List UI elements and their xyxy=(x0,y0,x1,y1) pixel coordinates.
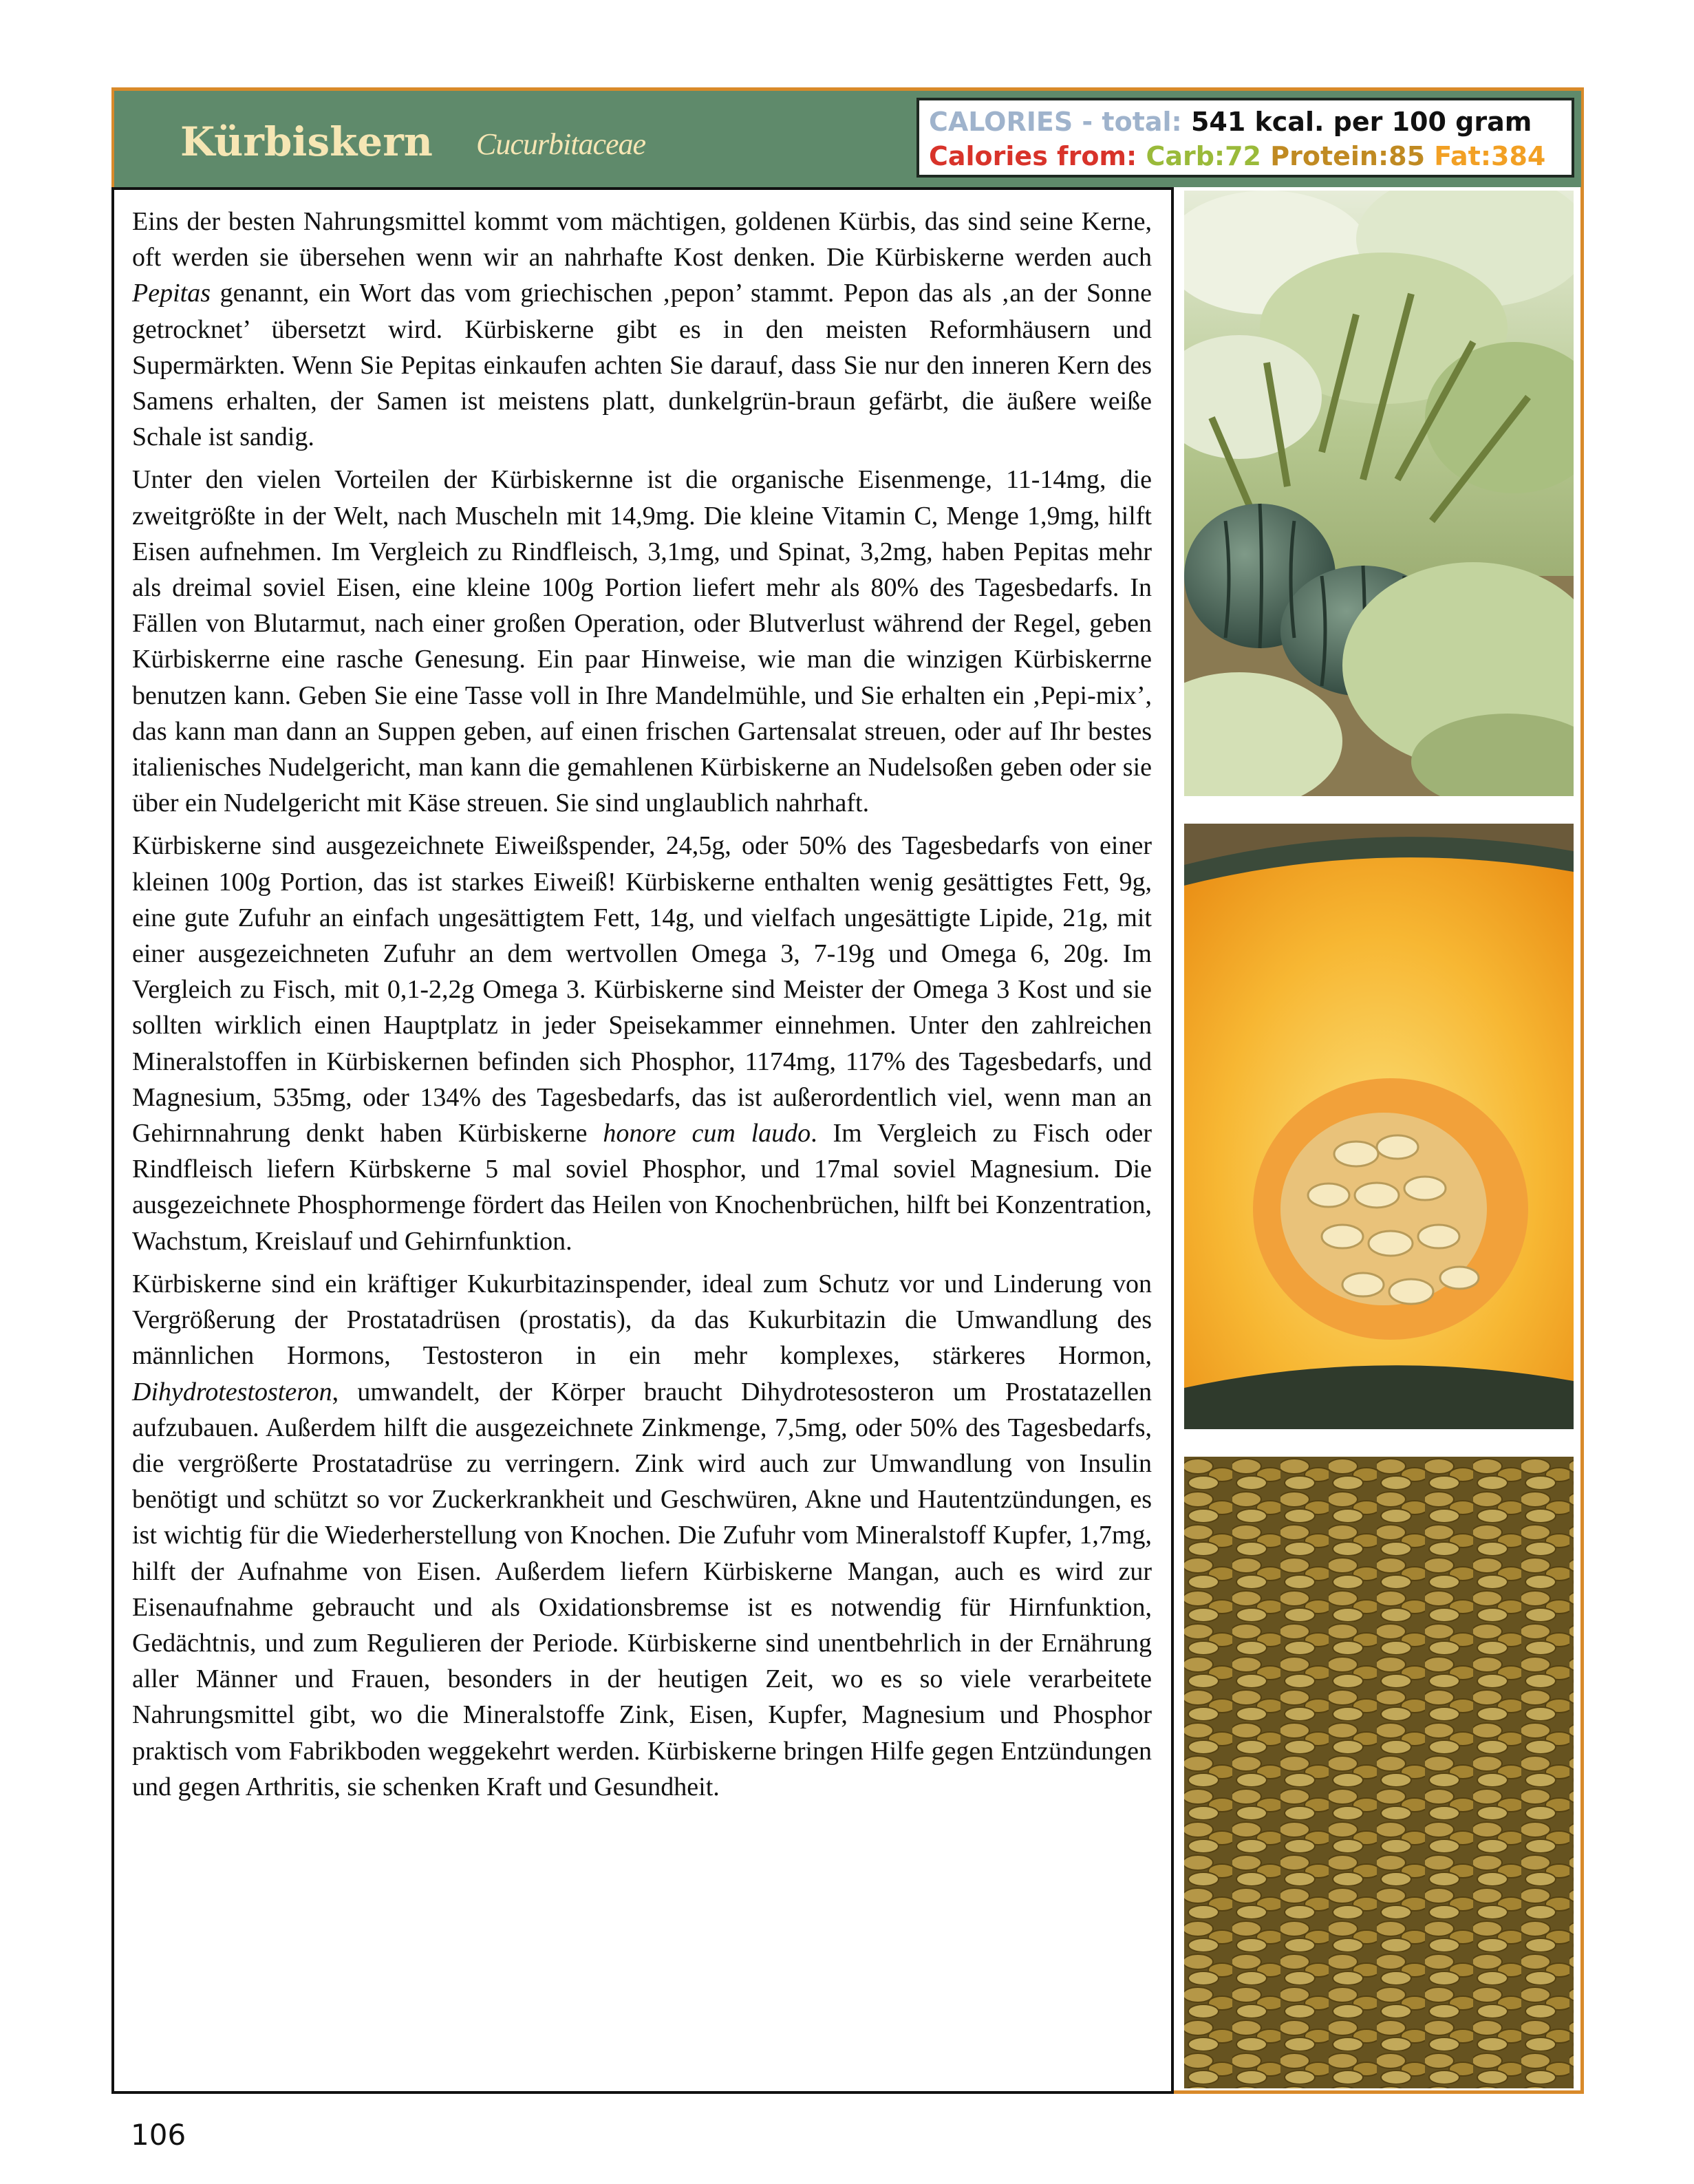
paragraph: Eins der besten Nahrungsmittel kommt vom mächtigen, goldenen Kürbis, das sind seine Kerne, oft werden sie übersehen wenn wir an nahrhafte Kost denken. Die Kürbiskerne werden auch Pepitas genannt, ein Wort das vom griechischen ‚pepon’ stammt. Pepon das als ‚an der Sonne getrocknet’ übersetzt wird. Kürbiskerne gibt es in den meisten Reformhäusern und Supermärkten. Wenn Sie Pepitas einkaufen achten Sie darauf, dass Sie nur den inneren Kern des Samens erhalten, der Samen ist meistens platt, dunkelgrün-braun gefärbt, die äußere weiße Schale ist sandig. xyxy=(132,207,1152,452)
paragraph: Kürbiskerne sind ausgezeichnete Eiweißspender, 24,5g, oder 50% des Tagesbedarfs von einer kleinen 100g Portion, das ist starkes Eiweiß! Kürbiskerne enthalten wenig gesättigtes Fett, 9g, eine gute Zufuhr an einfach ungesättigtem Fett, 14g, und vielfach ungesättigte Lipide, 21g, mit einer ausgezeichneten Zufuhr an dem wertvollen Omega 3, 7-19g und Omega 6, 20g. Im Vergleich zu Fisch, mit 0,1-2,2g Omega 3. Kürbiskerne sind Meister der Omega 3 Kost und sie sollten wirklich einen Hauptplatz in jeder Speisekammer einnehmen. Unter den zahlreichen Mineralstoffen in Kürbiskernen befinden sich Phosphor, 1174mg, 117% des Tagesbedarfs, und Magnesium, 535mg, oder 134% des Tagesbedarfs, das ist außerordentlich viel, wenn man an Gehirnnahrung denkt haben Kürbiskerne honore cum laudo. Im Vergleich zu Fisch oder Rindfleisch liefern Kürbskerne 5 mal soviel Phosphor, und 17mal soviel Magnesium. Die ausgezeichnete Phosphormenge fördert das Heilen von Knochenbrüchen, hilft bei Konzentration, Wachstum, Kreislauf und Gehirnfunktion. xyxy=(132,831,1152,1256)
calories-fat: Fat:384 xyxy=(1434,141,1546,171)
pumpkin-plant-photo xyxy=(1184,191,1574,796)
pumpkin-seeds-photo xyxy=(1184,1457,1574,2088)
article-body xyxy=(132,204,1152,1812)
paragraph: Unter den vielen Vorteilen der Kürbiskernne ist die organische Eisenmenge, 11-14mg, die zweitgrößte in der Welt, nach Muscheln mit 14,9mg. Die kleine Vitamin C, Menge 1,9mg, hilft Eisen aufnehmen. Im Vergleich zu Rindfleisch, 3,1mg, und Spinat, 3,2mg, haben Pepitas mehr als dreimal soviel Eisen, eine kleine 100g Portion liefert mehr als 80% des Tagesbedarfs. In Fällen von Blutarmut, nach einer großen Operation, oder Blutverlust während der Regel, geben Kürbiskerrne eine rasche Genesung. Ein paar Hinweise, wie man die winzigen Kürbiskerrne benutzen kann. Geben Sie eine Tasse voll in Ihre Mandelmühle, und Sie erhalten ein ‚Pepi-mix’, das kann man dann an Suppen geben, auf einen frischen Gartensalat streuen, oder auf Ihr bestes italienisches Nudelgericht, man kann die gemahlenen Kürbiskerne an Nudelsoßen geben oder sie über ein Nudelgericht mit Käse streuen. Sie sind unglaublich nahrhaft. xyxy=(132,465,1152,818)
calories-total-value: 541 kcal. per 100 gram xyxy=(1190,107,1532,137)
calories-total-label: CALORIES - total: xyxy=(929,107,1182,137)
plant-family: Cucurbitaceae xyxy=(476,127,646,161)
cut-pumpkin-photo xyxy=(1184,824,1574,1429)
calories-from-label: Calories from: xyxy=(929,141,1137,171)
calorie-box xyxy=(916,98,1574,178)
calories-carb: Carb:72 xyxy=(1146,141,1262,171)
paragraph: Kürbiskerne sind ein kräftiger Kukurbitazinspender, ideal zum Schutz vor und Linderung von Vergrößerung der Prostatadrüsen (prostatis), da das Kukurbitazin die Umwandlung des männlichen Hormons, Testosteron in ein mehr komplexes, stärkeres Hormon, Dihydrotestosteron, umwandelt, der Körper braucht Dihydrotesosteron um Prostatazellen aufzubauen. Außerdem hilft die ausgezeichnete Zinkmenge, 7,5mg, oder 50% des Tagesbedarfs, die vergrößerte Prostatadrüse zu verringern. Zink wird auch zur Umwandlung von Insulin benötigt und schützt so vor Zuckerkrankheit und Geschwüren, Akne und Hautentzündungen, es ist wichtig für die Wiederherstellung von Knochen. Die Zufuhr vom Mineralstoff Kupfer, 1,7mg, hilft der Aufnahme von Eisen. Außerdem liefern Kürbiskerne Mangan, auch es wird zur Eisenaufnahme gebraucht und als Oxidationsbremse ist es notwendig für Hirnfunktion, Gedächtnis, und zum Regulieren der Periode. Kürbiskerne sind unentbehrlich in der Ernährung aller Männer und Frauen, besonders in der heutigen Zeit, wo es so viele verarbeitete Nahrungsmittel gibt, wo die Mineralstoffe Zink, Eisen, Kupfer, Magnesium und Phosphor praktisch vom Fabrikboden weggekehrt werden. Kürbiskerne bringen Hilfe gegen Entzündungen und gegen Arthritis, sie schenken Kraft und Gesundheit. xyxy=(132,1269,1152,1801)
page-title: Kürbiskern xyxy=(180,118,433,165)
page-number: 106 xyxy=(131,2118,186,2152)
calories-total-line xyxy=(929,105,1562,139)
article-text-box xyxy=(111,187,1174,2094)
title-bar xyxy=(114,91,1581,187)
calories-from-line xyxy=(929,139,1562,173)
calories-protein: Protein:85 xyxy=(1270,141,1426,171)
